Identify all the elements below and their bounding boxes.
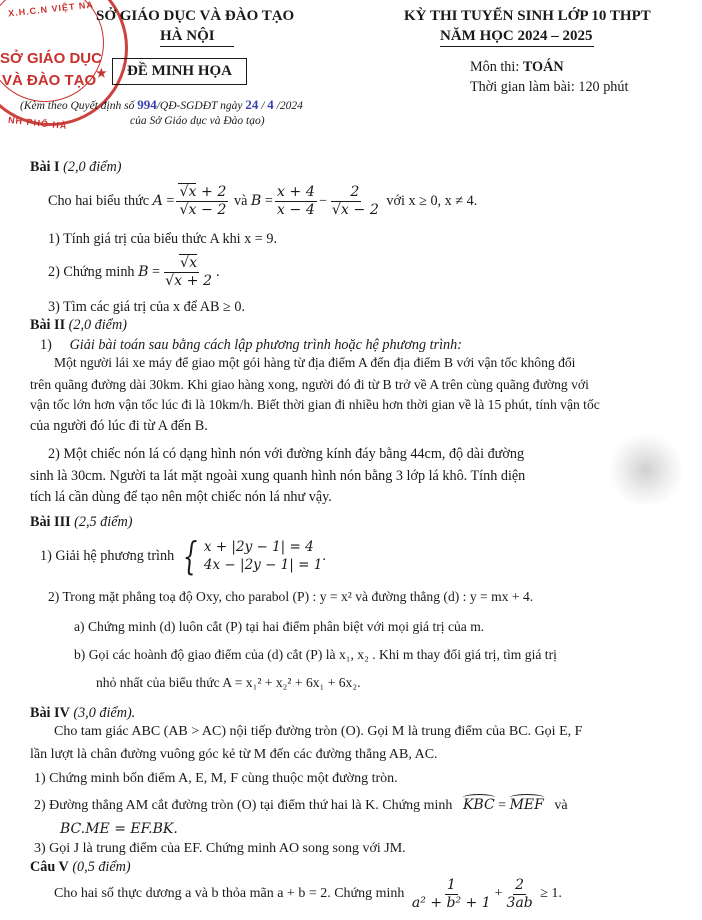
bai4-q1: 1) Chứng minh bốn điểm A, E, M, F cùng thuộc một đường tròn. [34, 771, 398, 786]
system-eq2: 4x − |2y − 1| = 1 [203, 557, 323, 573]
cau5-tail: ≥ 1. [540, 886, 562, 901]
time-line: Thời gian làm bài: 120 phút [470, 79, 629, 95]
fraction-B2: $\frac{2}{√x - 2}$ [331, 184, 379, 218]
bai4-l2: lần lượt là chân đường vuông góc kẻ từ M đến các đường thẳng AB, AC. [30, 747, 438, 762]
stamp-top-text: X.H.C.N VIỆT NA [7, 0, 95, 19]
system-eq1: x + |2y − 1| = 4 [203, 538, 314, 555]
bai4-title: Bài IV [30, 705, 70, 721]
bai1-intro: Cho hai biểu thức [48, 192, 150, 209]
attach-line: (Kèm theo Quyết định số 994/QĐ-SGDĐT ngày 24 / 4 /2024 [20, 97, 303, 112]
cau5-text: Cho hai số thực dương a và b thỏa mãn a + b = 2. Chứng minh [54, 886, 405, 901]
stamp-line1: SỞ GIÁO DỤC [0, 50, 102, 67]
bai2-q1-l2: trên quãng đường dài 30km. Khi giao hàng xong, người đó đi từ B trở về A trên cùng quãng đường với [30, 377, 589, 392]
fraction-c5-2: $\frac{2}{3ab}$ [506, 877, 533, 911]
bai3-title: Bài III [30, 514, 71, 530]
city-name: HÀ NỘI [160, 28, 215, 44]
bai2-q1-l4: của người đó lúc đi từ A đến B. [30, 418, 208, 434]
bai1-intro-line: Cho hai biểu thức A = $\frac{√x + 2}{√x - 2}$ và B = $\frac{x + 4}{x - 4}$ − $\frac{2}{√x - 2}$ với x ≥ 0, x ≠ 4. [48, 184, 478, 218]
bai3-qa: a) Chứng minh (d) luôn cắt (P) tại hai điểm phân biệt với mọi giá trị của m. [74, 619, 485, 634]
brace-icon: { [182, 534, 198, 578]
decision-day: 24 [245, 97, 259, 112]
bai1-q2-line: 2) Chứng minh B = $\frac{√x}{√x + 2}$ . [48, 255, 220, 289]
bai2-q1-title: Giải bài toán sau bằng cách lập phương trình hoặc hệ phương trình: [69, 337, 462, 353]
bai3-heading [30, 515, 132, 529]
fraction-c5-1: $\frac{1}{\text{a² + b² + 1}}$ [411, 877, 491, 911]
school-year: NĂM HỌC 2024 – 2025 [440, 28, 593, 44]
exam-title: KỲ THI TUYỂN SINH LỚP 10 THPT [404, 8, 651, 24]
stamp-star-icon: ★ [96, 66, 107, 80]
bai4-q2-a: 2) Đường thẳng AM cắt đường tròn (O) tại điểm thứ hai là K. Chứng minh [34, 798, 453, 813]
department-name: SỞ GIÁO DỤC VÀ ĐÀO TẠO [96, 8, 295, 24]
bai2-points: (2,0 điểm) [68, 317, 127, 333]
bai4-l1: Cho tam giác ABC (AB > AC) nội tiếp đường tròn (O). Gọi M là trung điểm của BC. Gọi E, F [54, 724, 583, 739]
bai2-q2-l1: 2) Một chiếc nón lá có dạng hình nón với đường kính đáy bằng 44cm, độ dài đường [48, 446, 525, 462]
subject-line [470, 60, 564, 74]
bai2-q2-l2: sinh là 30cm. Người ta lát mặt ngoài xung quanh hình nón bằng 3 lớp lá khô. Tính diện [30, 468, 526, 484]
paper-type-box [112, 58, 247, 85]
cau5-points: (0,5 điểm) [72, 859, 131, 875]
header-underline-right [440, 46, 594, 47]
bai3-points: (2,5 điểm) [74, 514, 133, 530]
cau5-line: Cho hai số thực dương a và b thỏa mãn a + b = 2. Chứng minh $\frac{1}{\text{a² + b² + 1}}$ + $\frac{2}{3ab}$ ≥ 1. [54, 877, 562, 911]
angle-eq-sign: = [498, 798, 507, 813]
bai4-q3: 3) Gọi J là trung điểm của EF. Chứng minh AO song song với JM. [34, 841, 406, 856]
bai4-q2-b: BC.ME = EF.BK. [60, 821, 178, 837]
bai3-q1-line: 1) Giải hệ phương trình { x + |2y − 1| = 4 4x − |2y − 1| = 1 . [40, 534, 326, 578]
bai1-q3: 3) Tìm các giá trị của x để AB ≥ 0. [48, 299, 246, 315]
angle-kbc: KBC [462, 797, 495, 813]
bai1-q1: 1) Tính giá trị của biểu thức A khi x = 9. [48, 231, 277, 247]
bai1-points: (2,0 điểm) [63, 159, 122, 175]
paper-type: ĐỀ MINH HỌA [112, 58, 247, 85]
bai3-q1: 1) Giải hệ phương trình [40, 547, 175, 564]
attach-year: /2024 [276, 100, 303, 112]
header-underline-left [160, 46, 234, 47]
fraction-B1: $\frac{x + 4}{x - 4}$ [276, 184, 315, 218]
bai2-q2-l3: tích lá cần dùng để tạo nên một chiếc nón lá như vậy. [30, 489, 332, 505]
fraction-B-simplified: $\frac{√x}{√x + 2}$ [165, 255, 213, 289]
bai2-q1-l3: vận tốc lớn hơn vận tốc lúc đi là 10km/h. Biết thời gian đi nhiều hơn thời gian về là 15 phút, tính vận tốc [30, 397, 600, 412]
bai2-q1-l1: Một người lái xe máy để giao một gói hàng từ địa điểm A đến địa điểm B với vận tốc không đổi [54, 355, 576, 370]
fraction-A: $\frac{√x + 2}{√x - 2}$ [176, 184, 228, 218]
subject-name: TOÁN [522, 59, 564, 75]
bai4-and: và [554, 798, 568, 813]
bai2-title: Bài II [30, 317, 66, 333]
bai2-heading [30, 318, 127, 332]
bai1-heading [30, 160, 121, 174]
bai1-q2: 2) Chứng minh [48, 263, 135, 280]
decision-number: 994 [137, 97, 157, 112]
angle-mef: MEF [509, 797, 544, 813]
bai4-q2-line [34, 798, 568, 813]
attach-mid: /QĐ-SGDĐT ngày [156, 100, 243, 112]
bai3-qb-l1: b) Gọi các hoành độ giao điểm của (d) cắt (P) là x₁, x₂ . Khi m thay đổi giá trị, tìm giá trị [74, 647, 557, 662]
cau5-heading [30, 860, 131, 874]
decision-month: 4 [267, 97, 274, 112]
bai4-heading [30, 706, 135, 720]
attach-prefix: (Kèm theo Quyết định số [20, 100, 135, 112]
attach-line2: của Sở Giáo dục và Đào tạo) [130, 115, 265, 127]
bai4-points: (3,0 điểm). [73, 705, 136, 721]
scan-smudge [606, 436, 686, 504]
bai3-qb-l2: nhỏ nhất của biểu thức A = x₁² + x₂² + 6x₁ + 6x₂. [96, 675, 361, 690]
stamp-bottom-text: NH PHỐ HÀ [7, 114, 68, 132]
bai1-condition: với x ≥ 0, x ≠ 4. [386, 192, 478, 209]
subject-label: Môn thi: [470, 59, 520, 75]
bai1-title: Bài I [30, 159, 60, 175]
bai2-q1-label: 1) [40, 337, 52, 353]
stamp-line2: VÀ ĐÀO TẠO [2, 72, 97, 89]
bai2-q1-heading [40, 338, 462, 352]
cau5-title: Câu V [30, 859, 69, 875]
bai3-q2: 2) Trong mặt phẳng toạ độ Oxy, cho parabol (P) : y = x² và đường thẳng (d) : y = mx + 4. [48, 589, 534, 604]
